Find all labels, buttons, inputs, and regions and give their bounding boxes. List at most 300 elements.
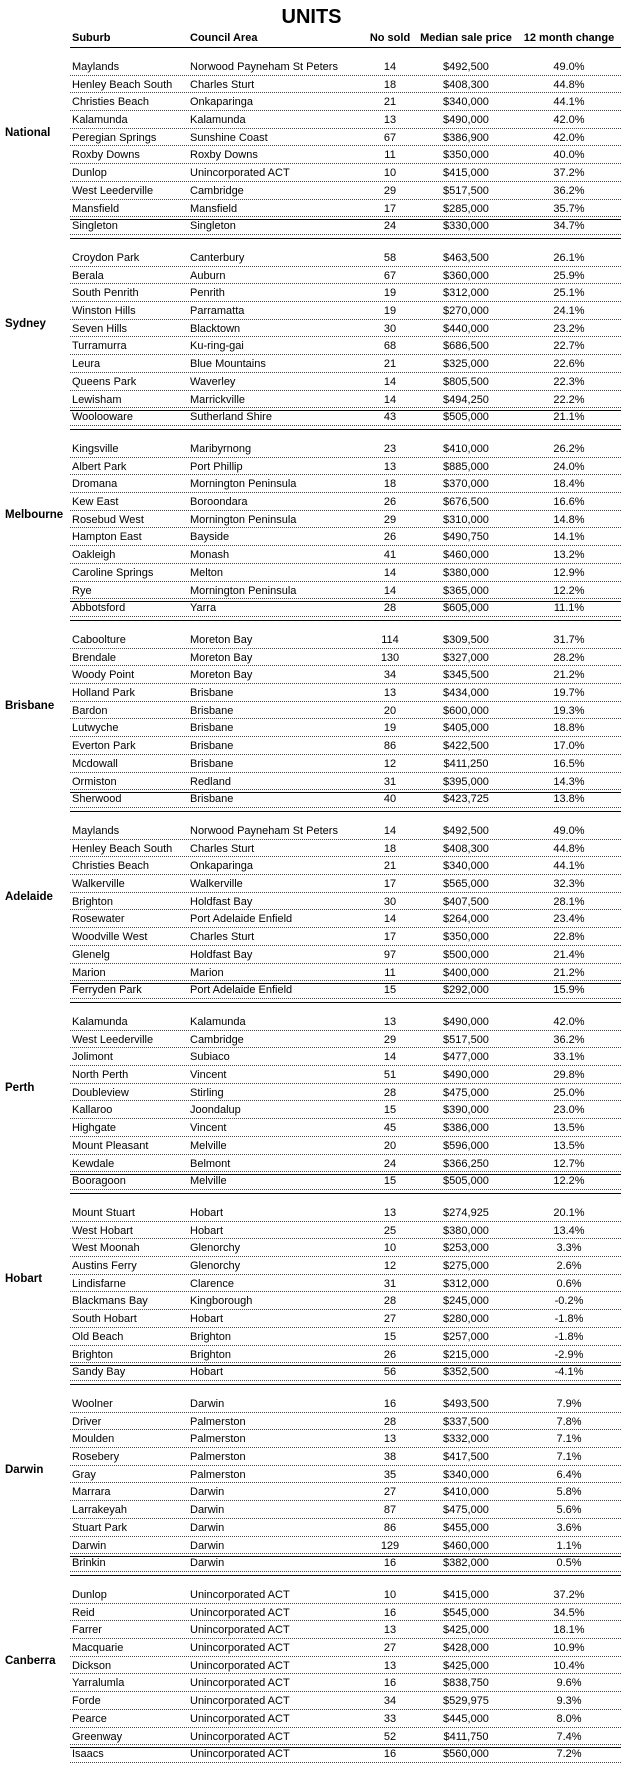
region-rows — [70, 1204, 621, 1381]
table-row — [70, 875, 621, 893]
council-area-cell: Mornington Peninsula — [190, 513, 297, 526]
council-area-cell: Canterbury — [190, 252, 245, 264]
suburb-cell: Dunlop — [72, 167, 107, 180]
council-area-cell: Kingborough — [190, 1295, 253, 1308]
suburb-cell: Kew East — [72, 496, 119, 509]
suburb-cell: Sandy Bay — [72, 1366, 126, 1379]
no-sold-cell: 13 — [383, 1433, 397, 1446]
no-sold-cell: 10 — [383, 1242, 397, 1255]
median-sale-price-cell: $460,000 — [443, 549, 489, 562]
table-row — [70, 93, 621, 111]
median-sale-price-cell: $270,000 — [443, 305, 489, 318]
twelve-month-change-cell: 16.5% — [553, 757, 585, 770]
no-sold-cell: 67 — [383, 131, 397, 144]
median-sale-price-cell: $490,000 — [443, 1016, 489, 1028]
median-sale-price-cell: $440,000 — [443, 322, 489, 335]
no-sold-cell: 14 — [383, 584, 397, 597]
suburb-cell: Mcdowall — [72, 757, 118, 770]
no-sold-cell: 16 — [383, 1748, 397, 1761]
twelve-month-change-cell: 49.0% — [553, 825, 585, 837]
no-sold-cell: 87 — [383, 1504, 397, 1517]
median-sale-price-cell: $545,000 — [443, 1606, 489, 1619]
region-section — [0, 810, 623, 997]
table-row — [70, 391, 621, 409]
table-row — [70, 355, 621, 373]
no-sold-cell: 38 — [383, 1451, 397, 1464]
table-row — [70, 1013, 621, 1031]
suburb-cell: Glenelg — [72, 948, 110, 961]
table-row — [70, 666, 621, 684]
twelve-month-change-cell: 28.2% — [553, 651, 585, 664]
no-sold-cell: 11 — [384, 966, 396, 979]
twelve-month-change-cell: 22.3% — [553, 375, 585, 388]
suburb-cell: Dickson — [72, 1659, 112, 1672]
twelve-month-change-cell: 21.4% — [553, 948, 585, 961]
table-row — [70, 1519, 621, 1537]
council-area-cell: Maribyrnong — [190, 443, 252, 455]
median-sale-price-cell: $885,000 — [443, 460, 489, 473]
twelve-month-change-cell: 0.5% — [556, 1557, 582, 1570]
page-title: UNITS — [281, 6, 342, 28]
no-sold-cell: 30 — [383, 895, 397, 908]
table-row — [70, 964, 621, 982]
council-area-cell: Brisbane — [190, 757, 234, 770]
suburb-cell: Brighton — [72, 1348, 113, 1361]
section-divider — [70, 620, 621, 621]
twelve-month-change-cell: 18.8% — [553, 722, 585, 735]
council-area-cell: Unincorporated ACT — [190, 1642, 290, 1655]
twelve-month-change-cell: 14.3% — [553, 775, 585, 788]
table-row — [70, 337, 621, 355]
suburb-cell: Reid — [72, 1606, 95, 1619]
twelve-month-change-cell: 22.6% — [553, 358, 585, 371]
suburb-cell: Berala — [72, 269, 104, 282]
suburb-cell: Doubleview — [72, 1086, 129, 1099]
median-sale-price-cell: $517,500 — [443, 184, 489, 197]
median-sale-price-cell: $332,000 — [443, 1433, 489, 1446]
median-sale-price-cell: $395,000 — [443, 775, 489, 788]
council-area-cell: Vincent — [190, 1122, 227, 1135]
twelve-month-change-cell: 18.1% — [553, 1624, 585, 1637]
suburb-cell: Dunlop — [72, 1589, 107, 1601]
median-sale-price-cell: $312,000 — [443, 287, 489, 300]
median-sale-price-cell: $280,000 — [443, 1313, 489, 1326]
suburb-cell: West Leederville — [72, 1033, 154, 1046]
median-sale-price-cell: $477,000 — [443, 1051, 489, 1064]
table-row — [70, 1395, 621, 1413]
no-sold-cell: 13 — [383, 460, 397, 473]
median-sale-price-cell: $455,000 — [443, 1521, 489, 1534]
twelve-month-change-cell: 10.4% — [553, 1659, 585, 1672]
region-section — [0, 619, 623, 806]
twelve-month-change-cell: -1.8% — [554, 1330, 584, 1343]
median-sale-price-cell: $445,000 — [443, 1712, 489, 1725]
no-sold-cell: 130 — [380, 651, 400, 664]
council-area-cell: Ku-ring-gai — [190, 340, 244, 353]
council-area-cell: Darwin — [190, 1398, 225, 1410]
median-sale-price-cell: $345,500 — [443, 669, 489, 682]
median-sale-price-cell: $327,000 — [443, 651, 489, 664]
median-sale-price-cell: $686,500 — [443, 340, 489, 353]
twelve-month-change-cell: 42.0% — [553, 131, 585, 144]
median-sale-price-cell: $309,500 — [443, 634, 489, 646]
table-row — [70, 1275, 621, 1293]
twelve-month-change-cell: 12.7% — [553, 1157, 585, 1170]
no-sold-cell: 10 — [383, 1589, 397, 1601]
suburb-cell: West Leederville — [72, 184, 154, 197]
table-row — [70, 1692, 621, 1710]
twelve-month-change-cell: 22.7% — [553, 340, 585, 353]
no-sold-cell: 58 — [383, 252, 397, 264]
twelve-month-change-cell: 13.2% — [553, 549, 585, 562]
council-area-cell: Marion — [190, 966, 224, 979]
twelve-month-change-cell: -0.2% — [554, 1295, 584, 1308]
median-sale-price-cell: $490,750 — [443, 531, 489, 544]
council-area-cell: Hobart — [190, 1366, 224, 1379]
no-sold-cell: 14 — [383, 393, 397, 406]
no-sold-cell: 25 — [383, 1224, 397, 1237]
no-sold-cell: 18 — [383, 78, 397, 91]
suburb-cell: Jolimont — [72, 1051, 113, 1064]
council-area-cell: Charles Sturt — [190, 842, 255, 855]
no-sold-cell: 21 — [383, 860, 397, 873]
twelve-month-change-cell: 23.2% — [553, 322, 585, 335]
twelve-month-change-cell: 12.2% — [553, 1175, 585, 1188]
table-row — [70, 1119, 621, 1137]
twelve-month-change-cell: 24.1% — [553, 305, 585, 318]
suburb-cell: Roxby Downs — [72, 149, 140, 162]
region-label: Melbourne — [5, 509, 64, 521]
table-row — [70, 249, 621, 267]
median-sale-price-cell: $285,000 — [443, 202, 489, 215]
suburb-cell: Brendale — [72, 651, 117, 664]
median-sale-price-cell: $505,000 — [443, 1175, 489, 1188]
no-sold-cell: 12 — [383, 757, 397, 770]
median-sale-price-cell: $423,725 — [443, 793, 489, 806]
suburb-cell: Darwin — [72, 1539, 107, 1552]
no-sold-cell: 45 — [383, 1122, 397, 1135]
twelve-month-change-cell: 44.8% — [553, 842, 585, 855]
twelve-month-change-cell: 18.4% — [553, 478, 585, 491]
median-sale-price-cell: $257,000 — [443, 1330, 489, 1343]
median-sale-price-cell: $596,000 — [443, 1139, 489, 1152]
twelve-month-change-cell: 25.0% — [553, 1086, 585, 1099]
twelve-month-change-cell: 7.1% — [556, 1433, 582, 1446]
median-sale-price-cell: $475,000 — [443, 1504, 489, 1517]
table-row — [70, 822, 621, 840]
no-sold-cell: 13 — [383, 1016, 397, 1028]
twelve-month-change-cell: 34.5% — [553, 1606, 585, 1619]
table-row — [70, 373, 621, 391]
twelve-month-change-cell: 35.7% — [553, 202, 585, 215]
no-sold-cell: 16 — [383, 1606, 397, 1619]
section-divider — [70, 238, 621, 239]
no-sold-cell: 86 — [383, 740, 397, 753]
table-row — [70, 773, 621, 791]
twelve-month-change-cell: 3.3% — [556, 1242, 582, 1255]
no-sold-cell: 129 — [380, 1539, 400, 1552]
council-area-cell: Brisbane — [190, 704, 234, 717]
table-row — [70, 1537, 621, 1555]
no-sold-cell: 19 — [383, 305, 397, 318]
median-sale-price-cell: $360,000 — [443, 269, 489, 282]
twelve-month-change-cell: 12.9% — [553, 566, 585, 579]
no-sold-cell: 15 — [383, 984, 397, 997]
table-row — [70, 1031, 621, 1049]
council-area-cell: Mornington Peninsula — [190, 478, 297, 491]
twelve-month-change-cell: 7.2% — [556, 1748, 582, 1761]
no-sold-cell: 17 — [383, 878, 397, 891]
twelve-month-change-cell: 19.3% — [553, 704, 585, 717]
column-header-median-sale-price: Median sale price — [420, 32, 512, 44]
twelve-month-change-cell: 7.8% — [556, 1415, 582, 1428]
median-sale-price-cell: $463,500 — [443, 252, 489, 264]
twelve-month-change-cell: -2.9% — [554, 1348, 584, 1361]
council-area-cell: Darwin — [190, 1521, 225, 1534]
median-sale-price-cell: $407,500 — [443, 895, 489, 908]
no-sold-cell: 13 — [383, 1207, 397, 1219]
table-row — [70, 719, 621, 737]
median-sale-price-cell: $340,000 — [443, 1468, 489, 1481]
median-sale-price-cell: $417,500 — [443, 1451, 489, 1464]
twelve-month-change-cell: -1.8% — [554, 1313, 584, 1326]
region-section — [0, 1192, 623, 1379]
twelve-month-change-cell: 36.2% — [553, 1033, 585, 1046]
council-area-cell: Kalamunda — [190, 114, 246, 127]
suburb-cell: Lutwyche — [72, 722, 119, 735]
twelve-month-change-cell: 15.9% — [553, 984, 585, 997]
suburb-cell: Holland Park — [72, 687, 135, 700]
twelve-month-change-cell: 23.0% — [553, 1104, 585, 1117]
table-row — [70, 58, 621, 76]
region-rows — [70, 58, 621, 235]
council-area-cell: Unincorporated ACT — [190, 1730, 290, 1743]
table-row — [70, 1710, 621, 1728]
median-sale-price-cell: $411,250 — [443, 757, 489, 770]
table-row — [70, 1745, 621, 1763]
table-row — [70, 440, 621, 458]
twelve-month-change-cell: 13.5% — [553, 1122, 585, 1135]
no-sold-cell: 67 — [383, 269, 397, 282]
twelve-month-change-cell: 19.7% — [553, 687, 585, 700]
council-area-cell: Belmont — [190, 1157, 231, 1170]
council-area-cell: Mornington Peninsula — [190, 584, 297, 597]
suburb-cell: Peregian Springs — [72, 131, 157, 144]
suburb-cell: Everton Park — [72, 740, 136, 753]
council-area-cell: Onkaparinga — [190, 860, 253, 873]
council-area-cell: Yarra — [190, 602, 217, 615]
suburb-cell: Driver — [72, 1415, 102, 1428]
no-sold-cell: 14 — [383, 566, 397, 579]
suburb-cell: Maylands — [72, 61, 120, 73]
median-sale-price-cell: $312,000 — [443, 1277, 489, 1290]
no-sold-cell: 26 — [383, 531, 397, 544]
twelve-month-change-cell: 31.7% — [553, 634, 585, 646]
suburb-cell: Leura — [72, 358, 101, 371]
twelve-month-change-cell: 49.0% — [553, 61, 585, 73]
council-area-cell: Blacktown — [190, 322, 241, 335]
suburb-cell: Rosebery — [72, 1451, 120, 1464]
council-area-cell: Darwin — [190, 1557, 225, 1570]
suburb-cell: Singleton — [72, 220, 118, 233]
table-row — [70, 1363, 621, 1381]
twelve-month-change-cell: 42.0% — [553, 1016, 585, 1028]
twelve-month-change-cell: 40.0% — [553, 149, 585, 162]
median-sale-price-cell: $600,000 — [443, 704, 489, 717]
region-label: National — [5, 127, 51, 139]
council-area-cell: Brighton — [190, 1330, 231, 1343]
table-row — [70, 475, 621, 493]
table-row — [70, 284, 621, 302]
region-section — [0, 1574, 623, 1761]
twelve-month-change-cell: 22.2% — [553, 393, 585, 406]
median-sale-price-cell: $310,000 — [443, 513, 489, 526]
council-area-cell: Penrith — [190, 287, 225, 300]
twelve-month-change-cell: 17.0% — [553, 740, 585, 753]
no-sold-cell: 13 — [383, 1624, 397, 1637]
twelve-month-change-cell: 44.1% — [553, 860, 585, 873]
median-sale-price-cell: $380,000 — [443, 1224, 489, 1237]
median-sale-price-cell: $337,500 — [443, 1415, 489, 1428]
no-sold-cell: 11 — [384, 149, 396, 162]
table-row — [70, 1466, 621, 1484]
suburb-cell: Caroline Springs — [72, 566, 154, 579]
council-area-cell: Glenorchy — [190, 1260, 241, 1273]
no-sold-cell: 24 — [383, 1157, 397, 1170]
no-sold-cell: 10 — [383, 167, 397, 180]
no-sold-cell: 21 — [383, 358, 397, 371]
no-sold-cell: 16 — [383, 1398, 397, 1410]
council-area-cell: Darwin — [190, 1539, 225, 1552]
council-area-cell: Marrickville — [190, 393, 245, 406]
suburb-cell: West Hobart — [72, 1224, 133, 1237]
council-area-cell: Hobart — [190, 1313, 224, 1326]
suburb-cell: Croydon Park — [72, 252, 140, 264]
median-sale-price-cell: $492,500 — [443, 61, 489, 73]
table-row — [70, 1413, 621, 1431]
no-sold-cell: 18 — [383, 842, 397, 855]
twelve-month-change-cell: 21.2% — [553, 966, 585, 979]
suburb-cell: Kingsville — [72, 443, 119, 455]
council-area-cell: Norwood Payneham St Peters — [190, 825, 338, 837]
no-sold-cell: 23 — [383, 443, 397, 455]
twelve-month-change-cell: 42.0% — [553, 114, 585, 127]
twelve-month-change-cell: 5.6% — [556, 1504, 582, 1517]
twelve-month-change-cell: 0.6% — [556, 1277, 582, 1290]
suburb-cell: Walkerville — [72, 878, 125, 891]
council-area-cell: Port Phillip — [190, 460, 243, 473]
twelve-month-change-cell: 21.1% — [553, 411, 585, 424]
table-row — [70, 981, 621, 999]
council-area-cell: Onkaparinga — [190, 96, 253, 109]
suburb-cell: Henley Beach South — [72, 842, 173, 855]
council-area-cell: Moreton Bay — [190, 634, 253, 646]
twelve-month-change-cell: 6.4% — [556, 1468, 582, 1481]
twelve-month-change-cell: 37.2% — [553, 167, 585, 180]
no-sold-cell: 30 — [383, 322, 397, 335]
no-sold-cell: 29 — [383, 1033, 397, 1046]
table-row — [70, 893, 621, 911]
median-sale-price-cell: $370,000 — [443, 478, 489, 491]
no-sold-cell: 28 — [383, 1295, 397, 1308]
median-sale-price-cell: $838,750 — [443, 1677, 489, 1690]
no-sold-cell: 52 — [383, 1730, 397, 1743]
table-row — [70, 408, 621, 426]
median-sale-price-cell: $529,975 — [443, 1695, 489, 1708]
twelve-month-change-cell: 3.6% — [556, 1521, 582, 1534]
table-row — [70, 790, 621, 808]
no-sold-cell: 18 — [383, 478, 397, 491]
region-label: Brisbane — [5, 700, 55, 712]
table-row — [70, 1222, 621, 1240]
no-sold-cell: 40 — [383, 793, 397, 806]
no-sold-cell: 35 — [383, 1468, 397, 1481]
no-sold-cell: 27 — [383, 1486, 397, 1499]
twelve-month-change-cell: 44.1% — [553, 96, 585, 109]
median-sale-price-cell: $405,000 — [443, 722, 489, 735]
twelve-month-change-cell: 5.8% — [556, 1486, 582, 1499]
council-area-cell: Brisbane — [190, 687, 234, 700]
table-row — [70, 1101, 621, 1119]
region-rows — [70, 440, 621, 617]
twelve-month-change-cell: 25.1% — [553, 287, 585, 300]
region-label: Canberra — [5, 1655, 56, 1667]
council-area-cell: Charles Sturt — [190, 78, 255, 91]
table-row — [70, 458, 621, 476]
suburb-cell: Woody Point — [72, 669, 135, 682]
twelve-month-change-cell: -4.1% — [554, 1366, 584, 1379]
twelve-month-change-cell: 25.9% — [553, 269, 585, 282]
suburb-cell: Stuart Park — [72, 1521, 128, 1534]
median-sale-price-cell: $805,500 — [443, 375, 489, 388]
no-sold-cell: 16 — [383, 1557, 397, 1570]
council-area-cell: Monash — [190, 549, 230, 562]
table-row — [70, 1239, 621, 1257]
median-sale-price-cell: $492,500 — [443, 825, 489, 837]
twelve-month-change-cell: 13.5% — [553, 1139, 585, 1152]
suburb-cell: Ormiston — [72, 775, 117, 788]
suburb-cell: Caboolture — [72, 634, 126, 646]
council-area-cell: Unincorporated ACT — [190, 1624, 290, 1637]
column-header-no-sold: No sold — [369, 32, 411, 44]
table-row — [70, 200, 621, 218]
no-sold-cell: 26 — [383, 496, 397, 509]
table-row — [70, 840, 621, 858]
no-sold-cell: 43 — [383, 411, 397, 424]
council-area-cell: Darwin — [190, 1486, 225, 1499]
no-sold-cell: 14 — [383, 825, 397, 837]
no-sold-cell: 15 — [383, 1175, 397, 1188]
suburb-cell: Rosebud West — [72, 513, 144, 526]
council-area-cell: Charles Sturt — [190, 931, 255, 944]
table-row — [70, 1328, 621, 1346]
table-row — [70, 1728, 621, 1746]
table-row — [70, 631, 621, 649]
median-sale-price-cell: $415,000 — [443, 167, 489, 180]
median-sale-price-cell: $408,300 — [443, 78, 489, 91]
suburb-cell: Albert Park — [72, 460, 127, 473]
table-row — [70, 1172, 621, 1190]
table-row — [70, 582, 621, 600]
council-area-cell: Norwood Payneham St Peters — [190, 61, 338, 73]
council-area-cell: Unincorporated ACT — [190, 1606, 290, 1619]
council-area-cell: Roxby Downs — [190, 149, 258, 162]
suburb-cell: Woolooware — [72, 411, 133, 424]
no-sold-cell: 51 — [383, 1069, 397, 1082]
council-area-cell: Mansfield — [190, 202, 238, 215]
median-sale-price-cell: $408,300 — [443, 842, 489, 855]
no-sold-cell: 34 — [383, 1695, 397, 1708]
